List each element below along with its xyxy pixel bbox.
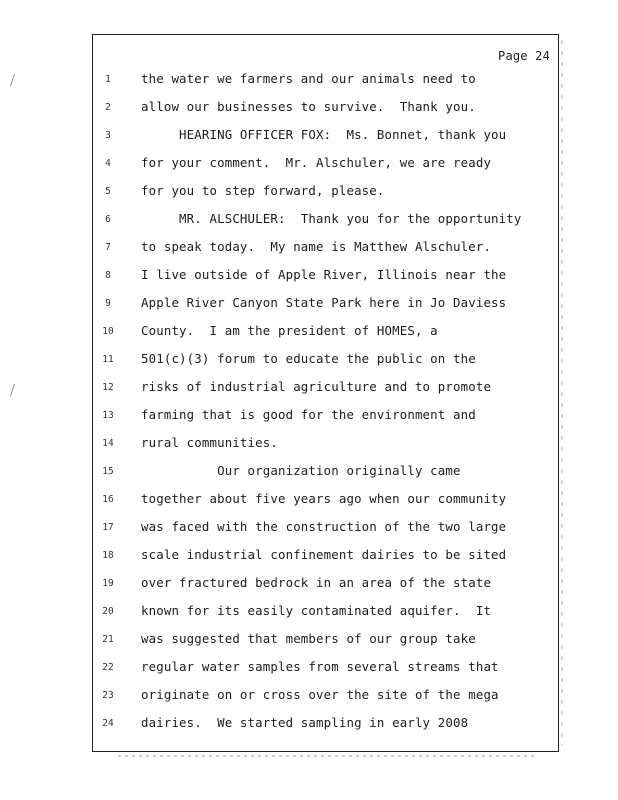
- line-number: 4: [105, 158, 111, 169]
- transcript-line: [93, 237, 558, 265]
- line-number: 9: [105, 298, 111, 309]
- line-text: farming that is good for the environment and: [141, 407, 476, 422]
- transcript-line: [93, 125, 558, 153]
- transcript-line: [93, 713, 558, 741]
- line-number: 8: [105, 270, 111, 281]
- line-text: Apple River Canyon State Park here in Jo Daviess: [141, 295, 507, 310]
- line-number: 10: [102, 326, 114, 337]
- transcript-line: [93, 685, 558, 713]
- line-number: 13: [102, 410, 114, 421]
- line-number: 6: [105, 214, 111, 225]
- transcript-line: [93, 153, 558, 181]
- transcript-line: [93, 545, 558, 573]
- line-number: 3: [105, 130, 111, 141]
- line-text: was suggested that members of our group take: [141, 631, 476, 646]
- line-number: 5: [105, 186, 111, 197]
- line-text: originate on or cross over the site of the mega: [141, 687, 499, 702]
- line-number: 14: [102, 438, 114, 449]
- margin-scan-mark: [10, 384, 19, 396]
- transcript-line: [93, 349, 558, 377]
- line-text: over fractured bedrock in an area of the state: [141, 575, 492, 590]
- line-number: 11: [102, 354, 114, 365]
- transcript-line: [93, 209, 558, 237]
- line-text: known for its easily contaminated aquifer. It: [141, 603, 492, 618]
- line-text: County. I am the president of HOMES, a: [141, 323, 438, 338]
- line-text: regular water samples from several streams that: [141, 659, 499, 674]
- line-number: 21: [102, 634, 114, 645]
- line-number: 18: [102, 550, 114, 561]
- margin-scan-mark: [10, 74, 19, 86]
- line-number: 23: [102, 690, 114, 701]
- scan-edge-noise: [561, 40, 563, 745]
- line-number: 12: [102, 382, 114, 393]
- transcript-line: [93, 377, 558, 405]
- line-text: together about five years ago when our community: [141, 491, 507, 506]
- transcript-line: [93, 601, 558, 629]
- line-text: was faced with the construction of the two large: [141, 519, 507, 534]
- line-text: 501(c)(3) forum to educate the public on the: [141, 351, 476, 366]
- transcript-line: [93, 657, 558, 685]
- line-number: 1: [105, 74, 111, 85]
- transcript-line: [93, 433, 558, 461]
- line-number: 17: [102, 522, 114, 533]
- line-number: 20: [102, 606, 114, 617]
- transcript-line: [93, 629, 558, 657]
- transcript-line: [93, 405, 558, 433]
- line-text: dairies. We started sampling in early 2008: [141, 715, 469, 730]
- line-text: for you to step forward, please.: [141, 183, 385, 198]
- transcript-page: [92, 34, 559, 752]
- transcript-lines: [93, 69, 558, 741]
- transcript-line: [93, 293, 558, 321]
- line-text: rural communities.: [141, 435, 278, 450]
- line-text: MR. ALSCHULER: Thank you for the opportunity: [141, 211, 522, 226]
- line-text: for your comment. Mr. Alschuler, we are ready: [141, 155, 492, 170]
- line-text: HEARING OFFICER FOX: Ms. Bonnet, thank you: [141, 127, 507, 142]
- transcript-line: [93, 97, 558, 125]
- transcript-line: [93, 461, 558, 489]
- line-number: 2: [105, 102, 111, 113]
- page-number: Page 24: [498, 49, 550, 63]
- transcript-line: [93, 517, 558, 545]
- line-text: Our organization originally came: [141, 463, 461, 478]
- transcript-line: [93, 69, 558, 97]
- line-number: 16: [102, 494, 114, 505]
- line-text: scale industrial confinement dairies to be sited: [141, 547, 507, 562]
- line-number: 22: [102, 662, 114, 673]
- line-number: 15: [102, 466, 114, 477]
- line-text: allow our businesses to survive. Thank you.: [141, 99, 476, 114]
- line-number: 7: [105, 242, 111, 253]
- transcript-line: [93, 181, 558, 209]
- line-text: the water we farmers and our animals need to: [141, 71, 476, 86]
- transcript-line: [93, 321, 558, 349]
- line-number: 19: [102, 578, 114, 589]
- transcript-line: [93, 573, 558, 601]
- scan-bottom-noise: [118, 755, 538, 757]
- line-text: I live outside of Apple River, Illinois near the: [141, 267, 507, 282]
- line-text: risks of industrial agriculture and to promote: [141, 379, 492, 394]
- transcript-line: [93, 489, 558, 517]
- line-text: to speak today. My name is Matthew Alschuler.: [141, 239, 492, 254]
- line-number: 24: [102, 718, 114, 729]
- transcript-line: [93, 265, 558, 293]
